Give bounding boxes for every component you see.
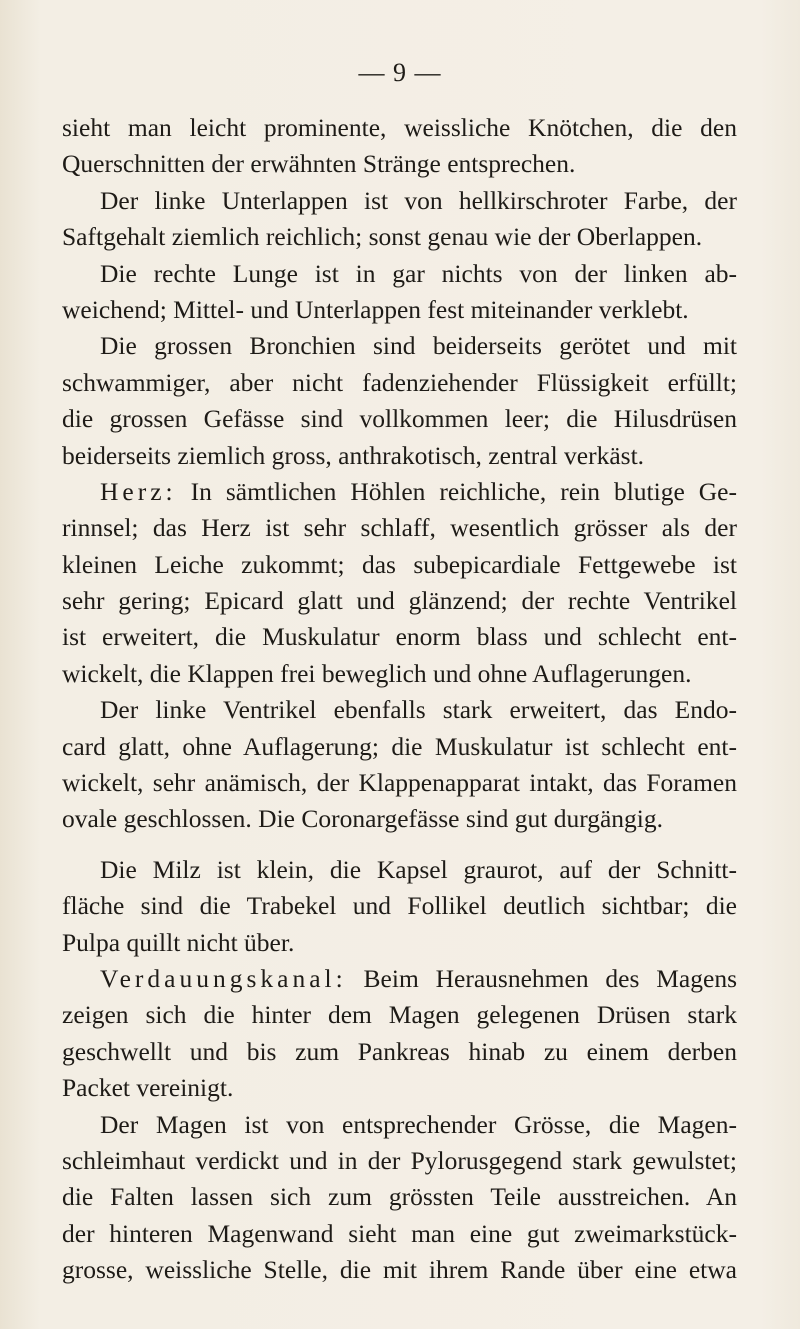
text-line: Die rechte Lunge ist in gar nichts von der linken ab- [100, 258, 737, 288]
text-line: die Falten lassen sich zum grössten Teile ausstreichen. An [62, 1182, 737, 1212]
text-line: Saftgehalt ziemlich reichlich; sonst genau wie der Oberlappen. [62, 222, 703, 252]
text-line: Der linke Ventrikel ebenfalls stark erweitert, das Endo- [100, 695, 737, 725]
page-number: — 9 — [358, 58, 442, 87]
text-line: sieht man leicht prominente, weissliche Knötchen, die den [62, 113, 737, 142]
paragraph-left-ventricle [62, 692, 737, 838]
text-line [62, 474, 737, 510]
text-line: card glatt, ohne Auflagerung; die Muskulatur ist schlecht ent- [62, 731, 737, 761]
text-line: geschwellt und bis zum Pankreas hinab zu einem derben [62, 1036, 737, 1066]
text-line: Die grossen Bronchien sind beiderseits gerötet und mit [100, 331, 737, 361]
text-line: die grossen Gefässe sind vollkommen leer; die Hilusdrüsen [62, 404, 737, 434]
text-line: schwammiger, aber nicht fadenziehender Flüssigkeit erfüllt; [62, 367, 737, 397]
text-line [62, 961, 737, 997]
text-run: In sämtlichen Höhlen reichliche, rein blutige Ge- [176, 476, 737, 506]
text-line: der hinteren Magenwand sieht man eine gut zweimarkstück- [62, 1218, 737, 1248]
paragraph-gap [62, 838, 737, 852]
text-line: Die Milz ist klein, die Kapsel graurot, auf der Schnitt- [100, 854, 737, 884]
section-heading-digestive: Verdauungskanal: [100, 963, 347, 993]
text-line: Querschnitten der erwähnten Stränge entsprechen. [62, 149, 576, 179]
text-line: wickelt, sehr anämisch, der Klappenapparat intakt, das Foramen [62, 768, 737, 798]
text-line: ovale geschlossen. Die Coronargefässe sind gut durgängig. [62, 804, 664, 834]
text-line: Der Magen ist von entsprechender Grösse, die Magen- [100, 1109, 737, 1139]
text-line: zeigen sich die hinter dem Magen gelegenen Drüsen stark [62, 1000, 737, 1030]
text-line: kleinen Leiche zukommt; das subepicardiale Fettgewebe ist [62, 549, 737, 579]
paragraph-lung-nodules [62, 110, 737, 183]
body-text [62, 110, 737, 1289]
text-line: grosse, weissliche Stelle, die mit ihrem Rande über eine etwa [62, 1255, 737, 1285]
paragraph-bronchi [62, 328, 737, 474]
section-heading-heart: Herz: [100, 476, 177, 506]
text-line: beiderseits ziemlich gross, anthrakotisch, zentral verkäst. [62, 440, 645, 470]
text-line: Der linke Unterlappen ist von hellkirschroter Farbe, der [100, 185, 737, 215]
text-line: Packet vereinigt. [62, 1073, 234, 1103]
text-line: rinnsel; das Herz ist sehr schlaff, wesentlich grösser als der [62, 513, 737, 543]
paragraph-heart [62, 474, 737, 692]
text-line: ist erweitert, die Muskulatur enorm blass und schlecht ent- [62, 622, 737, 652]
text-line: fläche sind die Trabekel und Follikel deutlich sichtbar; die [62, 891, 737, 921]
text-line: Pulpa quillt nicht über. [62, 927, 295, 957]
text-line: wickelt, die Klappen frei beweglich und ohne Auflagerungen. [62, 658, 692, 688]
text-line: schleimhaut verdickt und in der Pylorusgegend stark gewulstet; [62, 1145, 737, 1175]
text-line: weichend; Mittel- und Unterlappen fest miteinander verklebt. [62, 294, 689, 324]
paragraph-left-lower-lobe [62, 183, 737, 256]
paragraph-spleen [62, 852, 737, 961]
paragraph-stomach [62, 1107, 737, 1289]
paragraph-right-lung [62, 256, 737, 329]
paragraph-digestive-tract [62, 961, 737, 1107]
text-line: sehr gering; Epicard glatt und glänzend; der rechte Ventrikel [62, 586, 737, 616]
text-run: Beim Herausnehmen des Magens [346, 963, 737, 993]
